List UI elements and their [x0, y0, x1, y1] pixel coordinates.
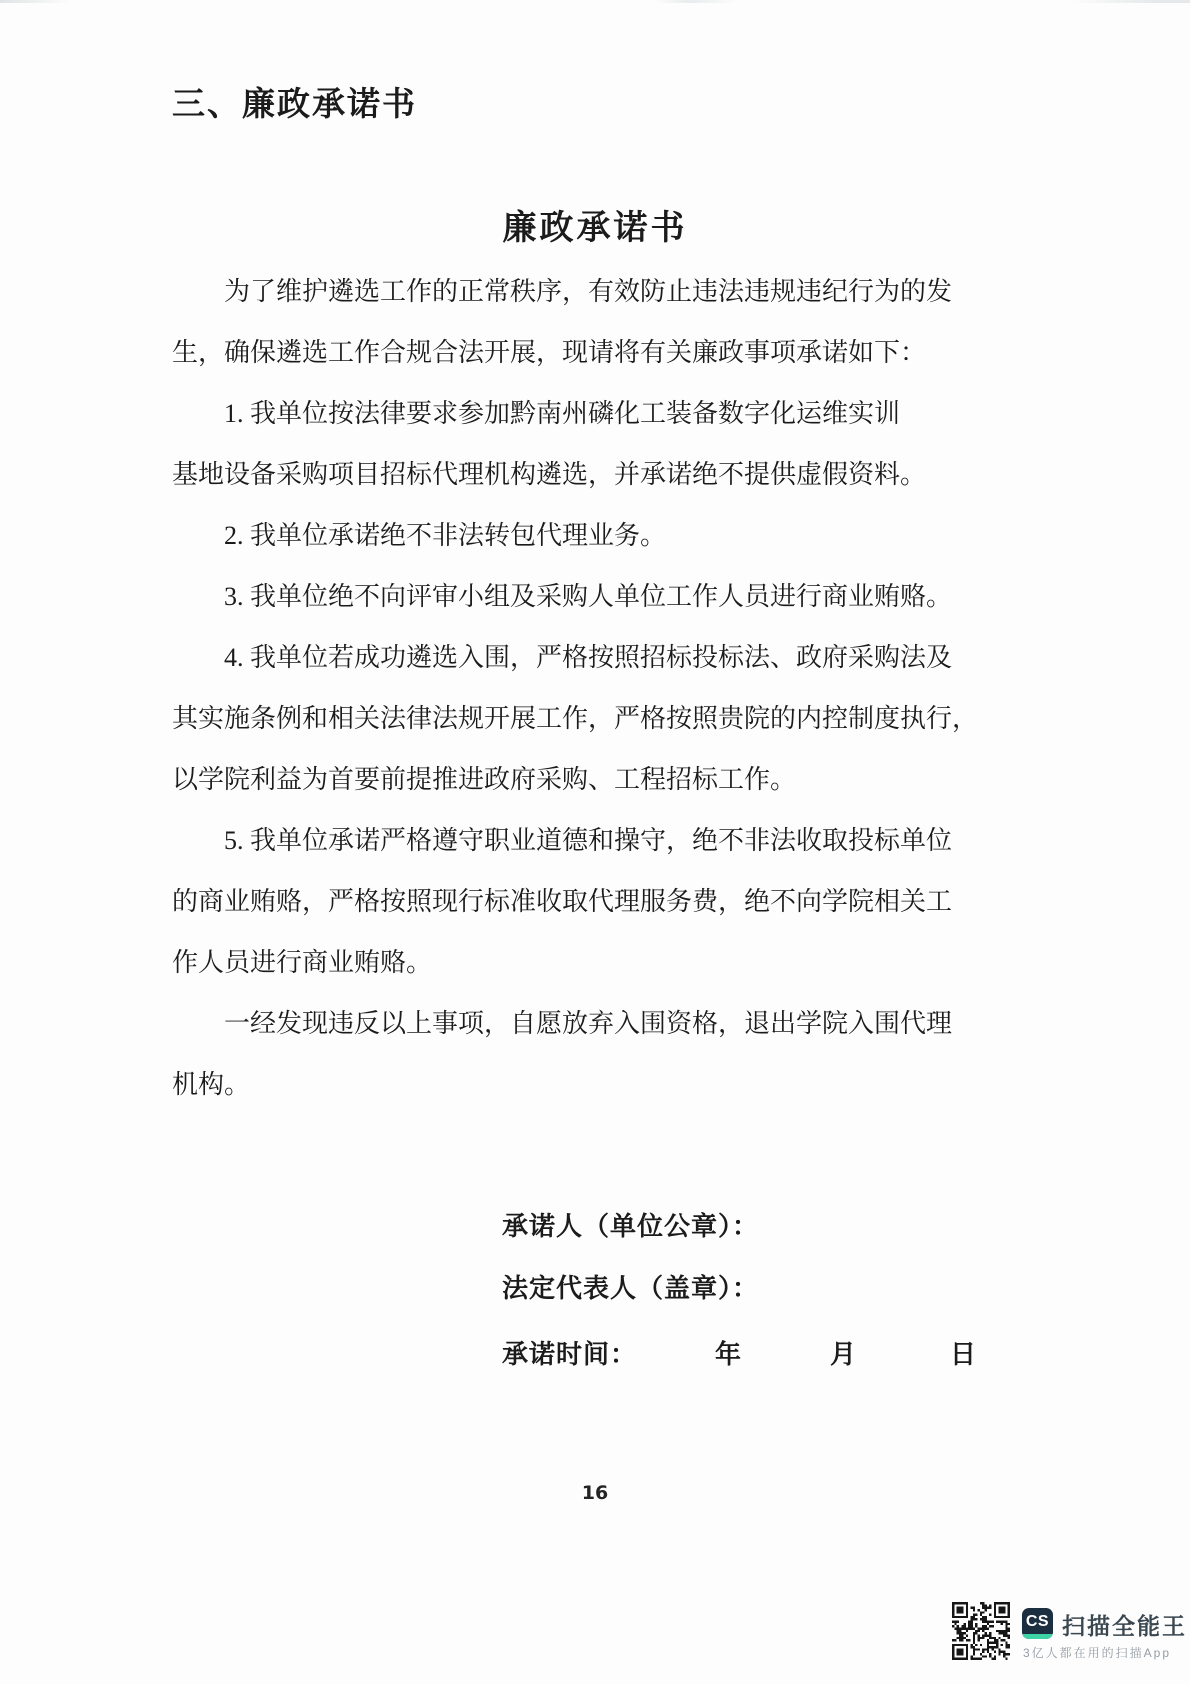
- camscanner-logo-text: CS: [1025, 1612, 1050, 1630]
- body-line: 4. 我单位若成功遴选入围，严格按照招标投标法、政府采购法及: [224, 643, 953, 672]
- body-line: 3. 我单位绝不向评审小组及采购人单位工作人员进行商业贿赂。: [224, 582, 953, 611]
- camscanner-logo-accent-bar: [1022, 1634, 1053, 1639]
- camscanner-logo-icon: [1022, 1608, 1053, 1639]
- body-line: 其实施条例和相关法律法规开展工作，严格按照贵院的内控制度执行，: [172, 704, 979, 733]
- day-label: 日: [950, 1339, 978, 1369]
- document-body: [172, 261, 979, 1115]
- body-line: 基地设备采购项目招标代理机构遴选，并承诺绝不提供虚假资料。: [172, 460, 927, 489]
- scan-edge-artifact: [0, 0, 1190, 3]
- signature-line-promisor: 承诺人（单位公章）：: [502, 1211, 760, 1241]
- body-line: 2. 我单位承诺绝不非法转包代理业务。: [224, 521, 667, 550]
- body-line: 生，确保遴选工作合规合法开展，现请将有关廉政事项承诺如下：: [172, 338, 927, 367]
- year-label: 年: [715, 1339, 743, 1369]
- body-line: 作人员进行商业贿赂。: [172, 948, 433, 977]
- body-line: 机构。: [172, 1070, 251, 1099]
- body-line: 的商业贿赂，严格按照现行标准收取代理服务费，绝不向学院相关工: [172, 887, 953, 916]
- camscanner-app-name: 扫描全能王: [1062, 1613, 1187, 1639]
- section-heading: 三、廉政承诺书: [172, 87, 417, 123]
- signature-line-legal-representative: 法定代表人（盖章）：: [502, 1273, 760, 1303]
- date-label: 承诺时间：: [502, 1339, 638, 1369]
- page-number: 16: [581, 1482, 609, 1504]
- body-line: 一经发现违反以上事项，自愿放弃入围资格，退出学院入围代理: [224, 1009, 953, 1038]
- month-label: 月: [830, 1339, 858, 1369]
- body-line: 5. 我单位承诺严格遵守职业道德和操守，绝不非法收取投标单位: [224, 826, 953, 855]
- body-line: 以学院利益为首要前提推进政府采购、工程招标工作。: [172, 765, 797, 794]
- signature-line-date: [502, 1334, 1002, 1370]
- body-line: 1. 我单位按法律要求参加黔南州磷化工装备数字化运维实训: [224, 399, 901, 428]
- qr-code: [952, 1602, 1010, 1660]
- body-line: 为了维护遴选工作的正常秩序，有效防止违法违规违纪行为的发: [224, 277, 953, 306]
- camscanner-tagline: 3亿人都在用的扫描App: [1023, 1646, 1172, 1660]
- document-title: 廉政承诺书: [502, 210, 688, 247]
